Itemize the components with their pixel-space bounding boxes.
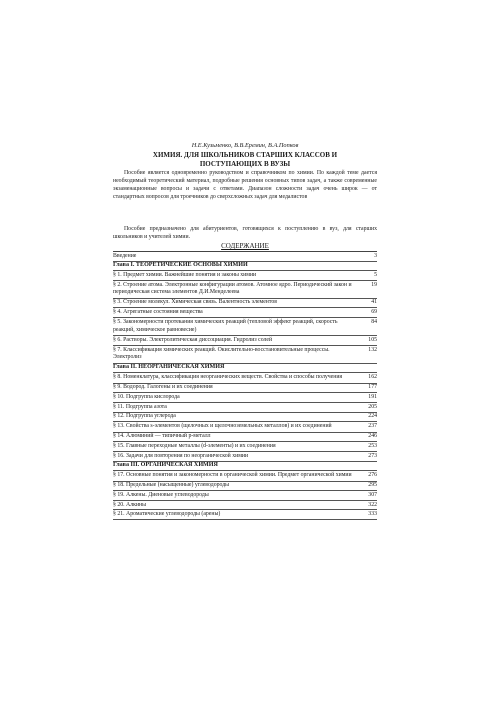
toc-entry-title: § 12. Подгруппа углерода bbox=[113, 413, 176, 420]
toc-entry bbox=[113, 346, 377, 364]
toc-entry bbox=[113, 403, 377, 413]
toc-entry bbox=[113, 393, 377, 403]
toc-entry-title: § 5. Закономерности протекания химических реакций (тепловой эффект реакций, скорость реакций, химическое равновесие) bbox=[113, 319, 338, 333]
toc-entry bbox=[113, 308, 377, 318]
toc-entry-page: 132 bbox=[368, 346, 377, 353]
toc-entry-page: 295 bbox=[368, 482, 377, 489]
toc-entry-page: 5 bbox=[374, 271, 377, 278]
toc-entry bbox=[113, 471, 377, 482]
toc-entry-title: § 19. Алкены. Диеновые углеводороды bbox=[113, 491, 209, 498]
toc-entry-page: 246 bbox=[368, 433, 377, 440]
description-paragraph: Пособие является одновременно руководством и справочником по химии. По каждой теме дается необходимый теоретический материал, подробные решения основных типов задач, а также современные экзаменационные вопросы и задачи с ответами. Диапазон сложности задач очень широк — от стандартных вопросов для троечников до сверхсложных задач для медалистов bbox=[113, 170, 377, 200]
toc-entry-page: 322 bbox=[368, 501, 377, 508]
toc-entry bbox=[113, 413, 377, 423]
toc-entry-title: Глава II. НЕОРГАНИЧЕСКАЯ ХИМИЯ bbox=[113, 364, 225, 371]
toc-entry-page: 237 bbox=[368, 423, 377, 430]
toc-entry-title: § 10. Подгруппа кислорода bbox=[113, 394, 180, 401]
toc-entry-page: 162 bbox=[368, 374, 377, 381]
toc-entry-page: 276 bbox=[368, 472, 377, 479]
toc-entry-page: 19 bbox=[371, 282, 377, 289]
toc-entry-page: 224 bbox=[368, 413, 377, 420]
toc-entry bbox=[113, 299, 377, 309]
toc-entry-title: § 4. Агрегатные состояния вещества bbox=[113, 309, 203, 316]
toc-entry bbox=[113, 501, 377, 511]
title-line-1: ХИМИЯ. ДЛЯ ШКОЛЬНИКОВ СТАРШИХ КЛАССОВ И bbox=[152, 151, 338, 159]
toc-entry bbox=[113, 491, 377, 501]
toc-entry-title: § 15. Главные переходные металлы (d-элементы) и их соединения bbox=[113, 443, 276, 449]
toc-chapter bbox=[113, 262, 377, 272]
toc-entry-title: § 9. Водород. Галогены и их соединения bbox=[113, 384, 213, 391]
toc-entry-title: § 1. Предмет химии. Важнейшие понятия и законы химии bbox=[113, 271, 257, 278]
table-of-contents bbox=[113, 251, 377, 520]
toc-heading: СОДЕРЖАНИЕ bbox=[221, 242, 269, 250]
toc-entry bbox=[113, 433, 377, 443]
toc-entry-title: § 18. Предельные (насыщенные) углеводороды bbox=[113, 482, 230, 489]
toc-entry-title: § 14. Алюминий — типичный p-металл bbox=[113, 433, 211, 440]
toc-entry-title: § 21. Ароматические углеводороды (арены) bbox=[113, 511, 221, 518]
toc-entry-title: § 16. Задачи для повторения по неорганической химии bbox=[113, 452, 249, 459]
toc-entry bbox=[113, 384, 377, 394]
toc-entry-page: 41 bbox=[371, 299, 377, 306]
toc-entry-page: 69 bbox=[371, 309, 377, 316]
toc-entry-page: 3 bbox=[374, 252, 377, 259]
toc-chapter bbox=[113, 364, 377, 374]
toc-chapter bbox=[113, 462, 377, 472]
audience-paragraph: Пособие предназначено для абитуриентов, готовящихся к поступлению в вуз, для старших школьников и учителей химии. bbox=[113, 226, 377, 240]
toc-entry-page: 253 bbox=[368, 443, 377, 449]
authors: Н.Е.Кузьменко, В.В.Еремин, В.А.Попков bbox=[191, 142, 299, 149]
toc-entry-title: § 13. Свойства s-элементов (щелочных и щелочноземельных металлов) и их соединений bbox=[113, 423, 332, 430]
toc-entry-title: § 7. Классификация химических реакций. Окислительно-восстановительные процессы. Электролиз bbox=[113, 346, 330, 361]
toc-entry-title: Глава III. ОРГАНИЧЕСКАЯ ХИМИЯ bbox=[113, 462, 218, 469]
toc-entry-title: § 3. Строение молекул. Химическая связь. Валентность элементов bbox=[113, 299, 277, 306]
toc-entry-title: § 20. Алкины bbox=[113, 501, 147, 508]
toc-entry-title: § 6. Растворы. Электролитическая диссоциация. Гидролиз солей bbox=[113, 336, 273, 343]
toc-entry-title: Глава I. ТЕОРЕТИЧЕСКИЕ ОСНОВЫ ХИМИИ bbox=[113, 262, 248, 269]
toc-entry bbox=[113, 318, 377, 336]
toc-entry bbox=[113, 452, 377, 462]
toc-entry bbox=[113, 252, 377, 262]
toc-entry bbox=[113, 271, 377, 281]
toc-entry-title: § 11. Подгруппа азота bbox=[113, 403, 167, 410]
toc-entry-page: 205 bbox=[368, 403, 377, 410]
toc-entry bbox=[113, 442, 377, 452]
toc-entry-page: 273 bbox=[368, 452, 377, 459]
toc-entry bbox=[113, 422, 377, 433]
toc-entry-page: 177 bbox=[368, 384, 377, 391]
toc-entry bbox=[113, 373, 377, 384]
toc-entry-title: § 2. Строение атома. Электронные конфигурации атомов. Атомное ядро. Периодический закон и периодическая система элементов Д.И.Менделеева bbox=[113, 282, 352, 296]
toc-entry bbox=[113, 336, 377, 346]
toc-entry-title: § 17. Основные понятия и закономерности в органической химии. Предмет органической химии bbox=[113, 472, 352, 479]
toc-entry-page: 191 bbox=[368, 394, 377, 401]
toc-entry-page: 333 bbox=[368, 511, 377, 518]
toc-entry bbox=[113, 482, 377, 492]
toc-entry-page: 105 bbox=[368, 336, 377, 343]
toc-entry-page: 84 bbox=[371, 319, 377, 326]
book-title bbox=[113, 151, 377, 168]
toc-entry-title: § 8. Номенклатура, классификация неорганических веществ. Свойства и способы получения bbox=[113, 374, 343, 381]
toc-entry bbox=[113, 510, 377, 520]
toc-entry-title: Введение bbox=[113, 252, 137, 259]
toc-entry bbox=[113, 281, 377, 299]
toc-entry-page: 307 bbox=[368, 491, 377, 498]
title-line-2: ПОСТУПАЮЩИХ В ВУЗЫ bbox=[199, 159, 291, 168]
